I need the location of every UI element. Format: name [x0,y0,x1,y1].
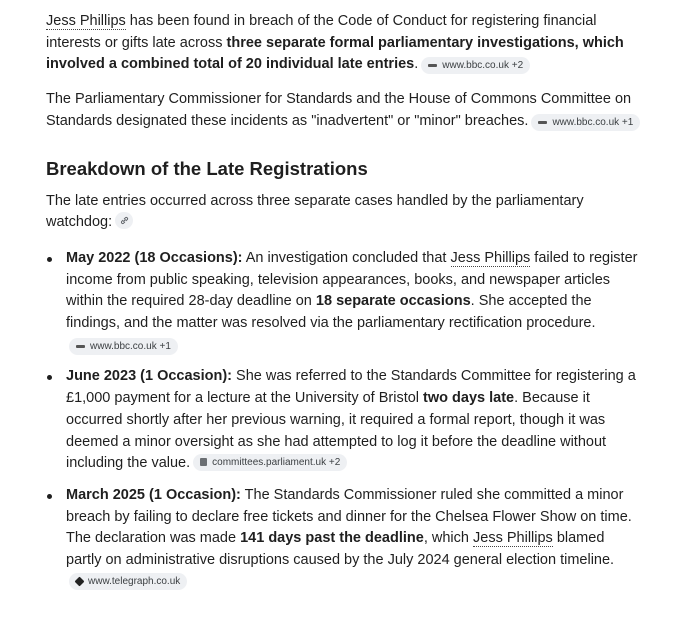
case-text: blamed partly on administrative disruptions caused by the July 2024 general election timeline. [66,530,615,569]
case-text: An investigation concluded that [242,249,451,266]
telegraph-favicon-icon [75,576,85,586]
case-text: , which [423,530,474,547]
case-bold-text: two days late [423,390,515,407]
designation-paragraph [46,89,641,132]
summary-text: has been found in breach of the Code of Conduct for registering financial interests or gifts late across [46,13,597,51]
case-bold-text: 18 separate occasions [315,293,471,310]
source-chip-label: www.bbc.co.uk +2 [442,60,524,72]
cases-list [46,248,641,594]
case-text: She was referred to the Standards Committee for registering a £1,000 payment for a lecture at the University of Bristol [66,368,636,407]
section-heading: Breakdown of the Late Registrations [46,157,368,179]
case-title: June 2023 (1 Occasion): [66,368,233,385]
case-text: . Because it occurred shortly after her previous warning, it required a formal report, though it was deemed a minor oversight as she had attempted to log it before the deadline without including the value. [66,390,607,472]
source-chip-bbc[interactable] [69,338,178,355]
case-title: March 2025 (1 Occasion): [66,486,241,503]
answer-content [46,11,641,603]
bbc-favicon-icon [76,345,85,348]
case-bold-text: 141 days past the deadline [240,530,424,547]
designation-text: The Parliamentary Commissioner for Standards and the House of Commons Committee on Standards designated these incidents as "inadvertent" or "minor" breaches. [46,91,632,129]
entity-link-jess-phillips[interactable]: Jess Phillips [473,530,553,547]
parliament-favicon-icon [200,458,207,466]
summary-bold-text: three separate formal parliamentary investigations, which involved a combined total of 20 individual late entries [46,34,624,73]
section-intro [46,191,641,234]
source-chip-telegraph[interactable] [69,573,187,590]
list-item-june-2023 [66,366,641,475]
case-title: May 2022 (18 Occasions): [66,249,243,266]
case-text: . She accepted the findings, and the matter was resolved via the parliamentary rectification procedure. [66,293,596,332]
list-item-may-2022 [66,248,641,357]
entity-link-jess-phillips[interactable]: Jess Phillips [46,13,126,29]
source-chip-committees[interactable] [193,454,347,471]
bbc-favicon-icon [428,64,437,67]
source-chip-label: committees.parliament.uk +2 [212,456,341,468]
source-chip-label: www.bbc.co.uk +1 [90,340,171,352]
source-chip-bbc[interactable] [531,114,640,131]
entity-link-jess-phillips[interactable]: Jess Phillips [450,249,531,266]
summary-paragraph [46,11,641,76]
source-chip-bbc[interactable] [421,57,530,74]
summary-text-end: . [414,56,419,73]
link-icon [120,216,129,225]
case-text: The Standards Commissioner ruled she committed a minor breach by failing to declare free tickets and dinner for the Chelsea Flower Show on time. The declaration was made [66,486,632,547]
link-chip[interactable] [115,212,133,229]
list-item-march-2025 [66,485,641,594]
section-intro-text: The late entries occurred across three separate cases handled by the parliamentary watchdog: [46,192,584,231]
source-chip-label: www.telegraph.co.uk [88,575,181,587]
bbc-favicon-icon [538,121,547,124]
case-text: failed to register income from public speaking, television appearances, books, and newspaper articles within the required 28-day deadline on [66,249,638,310]
source-chip-label: www.bbc.co.uk +1 [552,116,634,128]
